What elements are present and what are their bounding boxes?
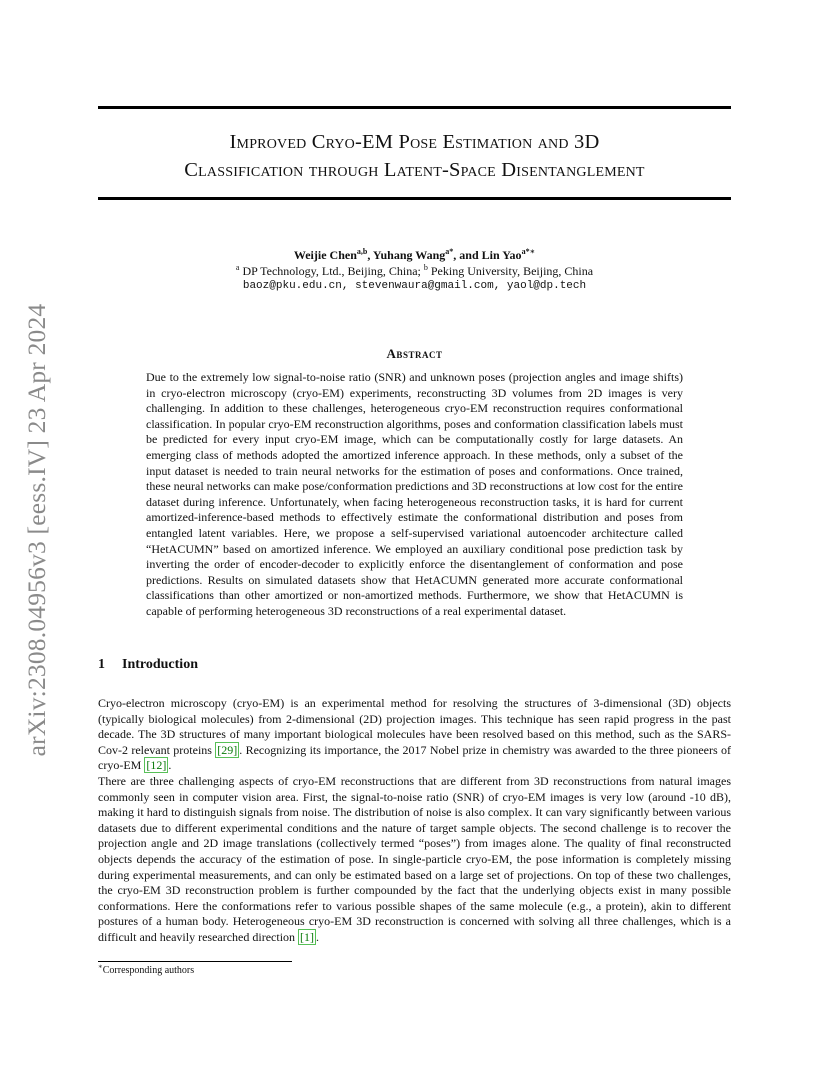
abstract-body: Due to the extremely low signal-to-noise ratio (SNR) and unknown poses (projection angles and image shifts) in cryo-electron microscopy (cryo-EM) experiments, reconstructing 3D volumes from 2D images is very challenging. In addition to these challenges, heterogeneous cryo-EM reconstruction requires conformational classification. In popular cryo-EM reconstruction algorithms, poses and conformation classification labels must be predicted for every input cryo-EM image, which can be computationally costly for large datasets. An emerging class of methods adopted the amortized inference approach. In these methods, only a subset of the input dataset is needed to train neural networks for the estimation of poses and conformations. Once trained, these neural networks can make pose/conformation predictions and 3D reconstructions at low cost for the entire dataset during inference. Unfortunately, when facing heterogeneous reconstruction tasks, it is hard for current amortized-inference-based methods to effectively estimate the conformational distribution and poses from entangled latent variables. Here, we propose a self-supervised variational autoencoder architecture called “HetACUMN” based on amortized inference. We employed an auxiliary conditional pose prediction task by inverting the order of encoder-decoder to explicitly enforce the disentanglement of conformation and pose predictions. Results on simulated datasets show that HetACUMN generated more accurate conformational classifications than other amortized or non-amortized methods. Furthermore, we show that HetACUMN is capable of performing heterogeneous 3D reconstructions of a real experimental dataset. [146,370,683,618]
paper-title-line-2: Classification through Latent-Space Disentanglement [184,159,645,181]
author-name: Weijie Chen [293,248,357,262]
affiliation-mark: a [235,263,240,272]
author-affiliation-mark: a* [521,247,530,256]
citation-link[interactable]: [12] [146,758,167,773]
affiliation-text: Peking University, Beijing, China [427,264,594,278]
paragraph-text: . [168,758,172,773]
author-name: Lin Yao [481,248,522,262]
section-number: 1 [98,657,105,672]
author-separator: , [367,248,373,262]
paper-title-line-1: Improved Cryo-EM Pose Estimation and 3D [229,131,600,153]
author-name: Yuhang Wang [372,248,446,262]
intro-paragraph-2 [98,774,731,946]
paragraph-text: There are three challenging aspects of cryo-EM reconstructions that are different from 3D reconstructions from natural images commonly seen in computer vision area. First, the signal-to-noise ratio (SNR) of cryo-EM images is very low (around -10 dB), making it hard to distinguish signals from noise. The distribution of noise is also complex. It can vary significantly between various datasets due to different experimental conditions and the nature of target sample objects. The second challenge is to recover the projection angle and 2D image translations (collectively termed “poses”) from images alone. The quality of final reconstructed objects depends the accuracy of the estimation of pose. In single-particle cryo-EM, the pose information is completely missing during experimental measurements, and can only be estimated based on a large set of projections. On top of these two challenges, the cryo-EM 3D reconstruction problem is further compounded by the fact that the underlying objects exist in many possible conformations. Here the conformations refer to various possible shapes of the same molecule (e.g., a protein), akin to different postures of a human body. Heterogeneous cryo-EM 3D reconstruction is concerned with solving all three challenges, which is a difficult and heavily researched direction [98,774,731,944]
title-top-rule [98,106,731,109]
paragraph-text: Cryo-electron microscopy (cryo-EM) is an experimental method for resolving the structures of 3-dimensional (3D) objects (typically biological molecules) from 2-dimensional (2D) projection images. This technique has seen rapid progress in the past decade. The 3D structures of many important biological molecules have been resolved based on this method, such as the SARS-Cov-2 relevant proteins [98,696,731,757]
title-bottom-rule [98,197,731,200]
author-emails: baoz@pku.edu.cn, stevenwaura@gmail.com, yaol@dp.tech [242,280,587,292]
author-separator: , and [453,248,482,262]
arxiv-identifier-text: arXiv:2308.04956v3 [eess.IV] 23 Apr 2024 [22,303,51,757]
section-title: Introduction [122,657,198,672]
footnote [98,964,194,977]
footnote-rule [98,961,292,962]
paragraph-text: . Recognizing its importance, the 2017 Nobel prize in chemistry was awarded to the three pioneers of cryo-EM [98,742,731,773]
citation-link[interactable]: [29] [217,742,238,757]
author-list [98,247,731,263]
paragraph-text: . [316,929,320,944]
author-affiliation-mark: a* [445,247,454,256]
affiliation-text: DP Technology, Ltd., Beijing, China; [239,264,424,278]
affiliation-mark: b [423,263,428,272]
intro-paragraph-1 [98,696,731,774]
citation-link[interactable]: [1] [300,929,315,944]
paper-title [98,128,731,184]
corresponding-author-mark: ∗ [529,247,536,256]
footnote-text: Corresponding authors [102,965,195,976]
arxiv-identifier [22,286,52,774]
footnote-mark: ∗ [98,962,103,971]
section-heading [98,657,198,673]
affiliations [98,263,731,279]
author-affiliation-mark: a,b [356,247,368,256]
abstract-heading: Abstract [386,346,443,361]
